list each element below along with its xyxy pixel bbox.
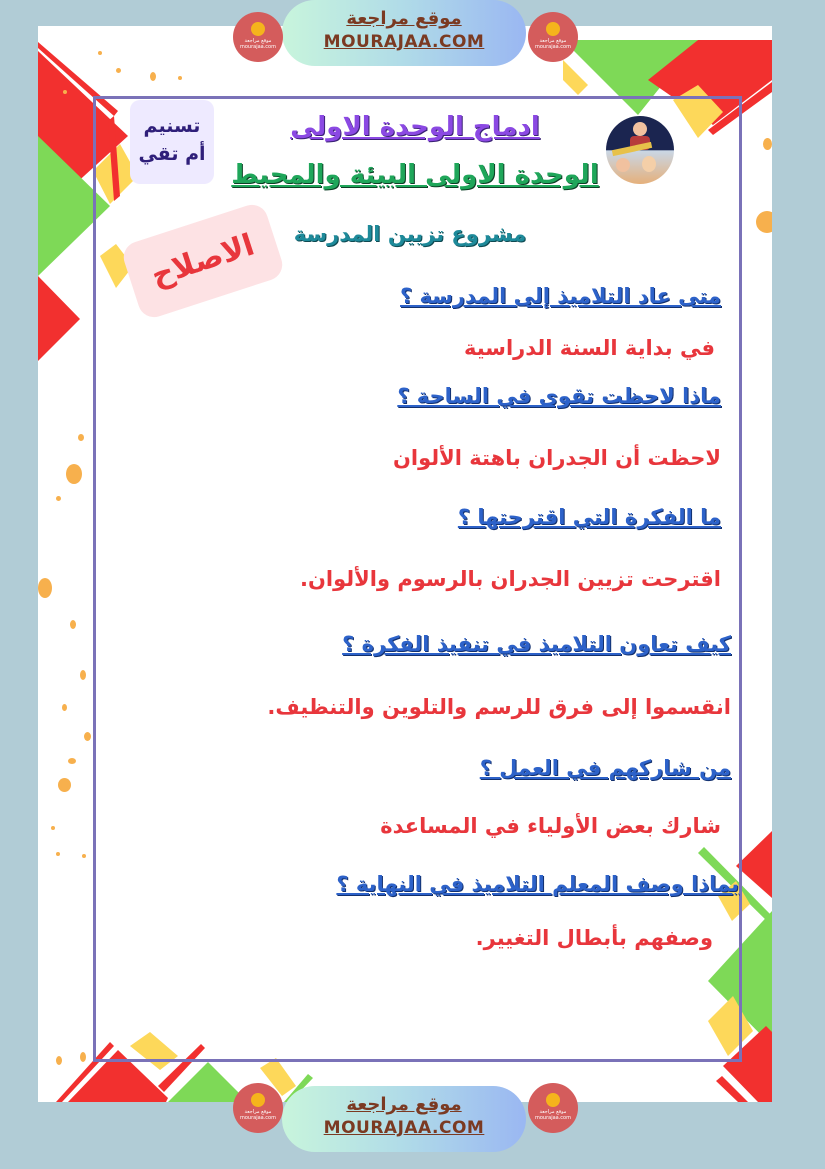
question-5: من شاركهم في العمل ؟	[479, 756, 731, 780]
site-banner-bottom[interactable]	[282, 1086, 526, 1152]
book-logo-icon	[546, 1093, 560, 1107]
book-logo-icon	[251, 1093, 265, 1107]
answer-6: وصفهم بأبطال التغيير.	[475, 926, 713, 950]
author-box	[130, 100, 214, 184]
site-domain: MOURAJAA.COM	[323, 1118, 485, 1138]
author-nickname: أم تقي	[138, 143, 206, 165]
answer-1: في بداية السنة الدراسية	[464, 336, 715, 360]
book-logo-icon	[251, 22, 265, 36]
site-logo-badge: موقع مراجعة mourajaa.com	[233, 1083, 283, 1133]
site-domain: MOURAJAA.COM	[323, 32, 485, 52]
question-6: بماذا وصف المعلم التلاميذ في النهاية ؟	[336, 872, 739, 896]
answer-3: اقترحت تزيين الجدران بالرسوم والألوان.	[299, 567, 721, 591]
site-logo-badge: موقع مراجعة mourajaa.com	[528, 1083, 578, 1133]
question-2: ماذا لاحظت تقوى في الساحة ؟	[397, 384, 721, 408]
unit-title: الوحدة الاولى البيئة والمحيط	[231, 160, 599, 190]
answer-2: لاحظت أن الجدران باهتة الألوان	[392, 446, 721, 470]
site-name-ar: موقع مراجعة	[346, 8, 462, 29]
book-logo-icon	[546, 22, 560, 36]
correction-stamp: الاصلاح	[120, 201, 287, 322]
site-logo-badge: موقع مراجعة mourajaa.com	[233, 12, 283, 62]
answer-4: انقسموا إلى فرق للرسم والتلوين والتنظيف.	[267, 695, 731, 719]
site-banner-top[interactable]	[282, 0, 526, 66]
project-subtitle: مشروع تزيين المدرسة	[293, 222, 527, 246]
page-title: ادماج الوحدة الاولى	[290, 112, 540, 142]
question-4: كيف تعاون التلاميذ في تنفيذ الفكرة ؟	[342, 632, 731, 656]
answer-5: شارك بعض الأولياء في المساعدة	[380, 814, 721, 838]
site-name-ar: موقع مراجعة	[346, 1094, 462, 1115]
site-logo-badge: موقع مراجعة mourajaa.com	[528, 12, 578, 62]
question-3: ما الفكرة التي اقترحتها ؟	[457, 505, 721, 529]
question-1: متى عاد التلاميذ إلى المدرسة ؟	[400, 284, 721, 308]
author-name: تسنيم	[143, 115, 201, 137]
avatar-illustration	[606, 116, 674, 184]
